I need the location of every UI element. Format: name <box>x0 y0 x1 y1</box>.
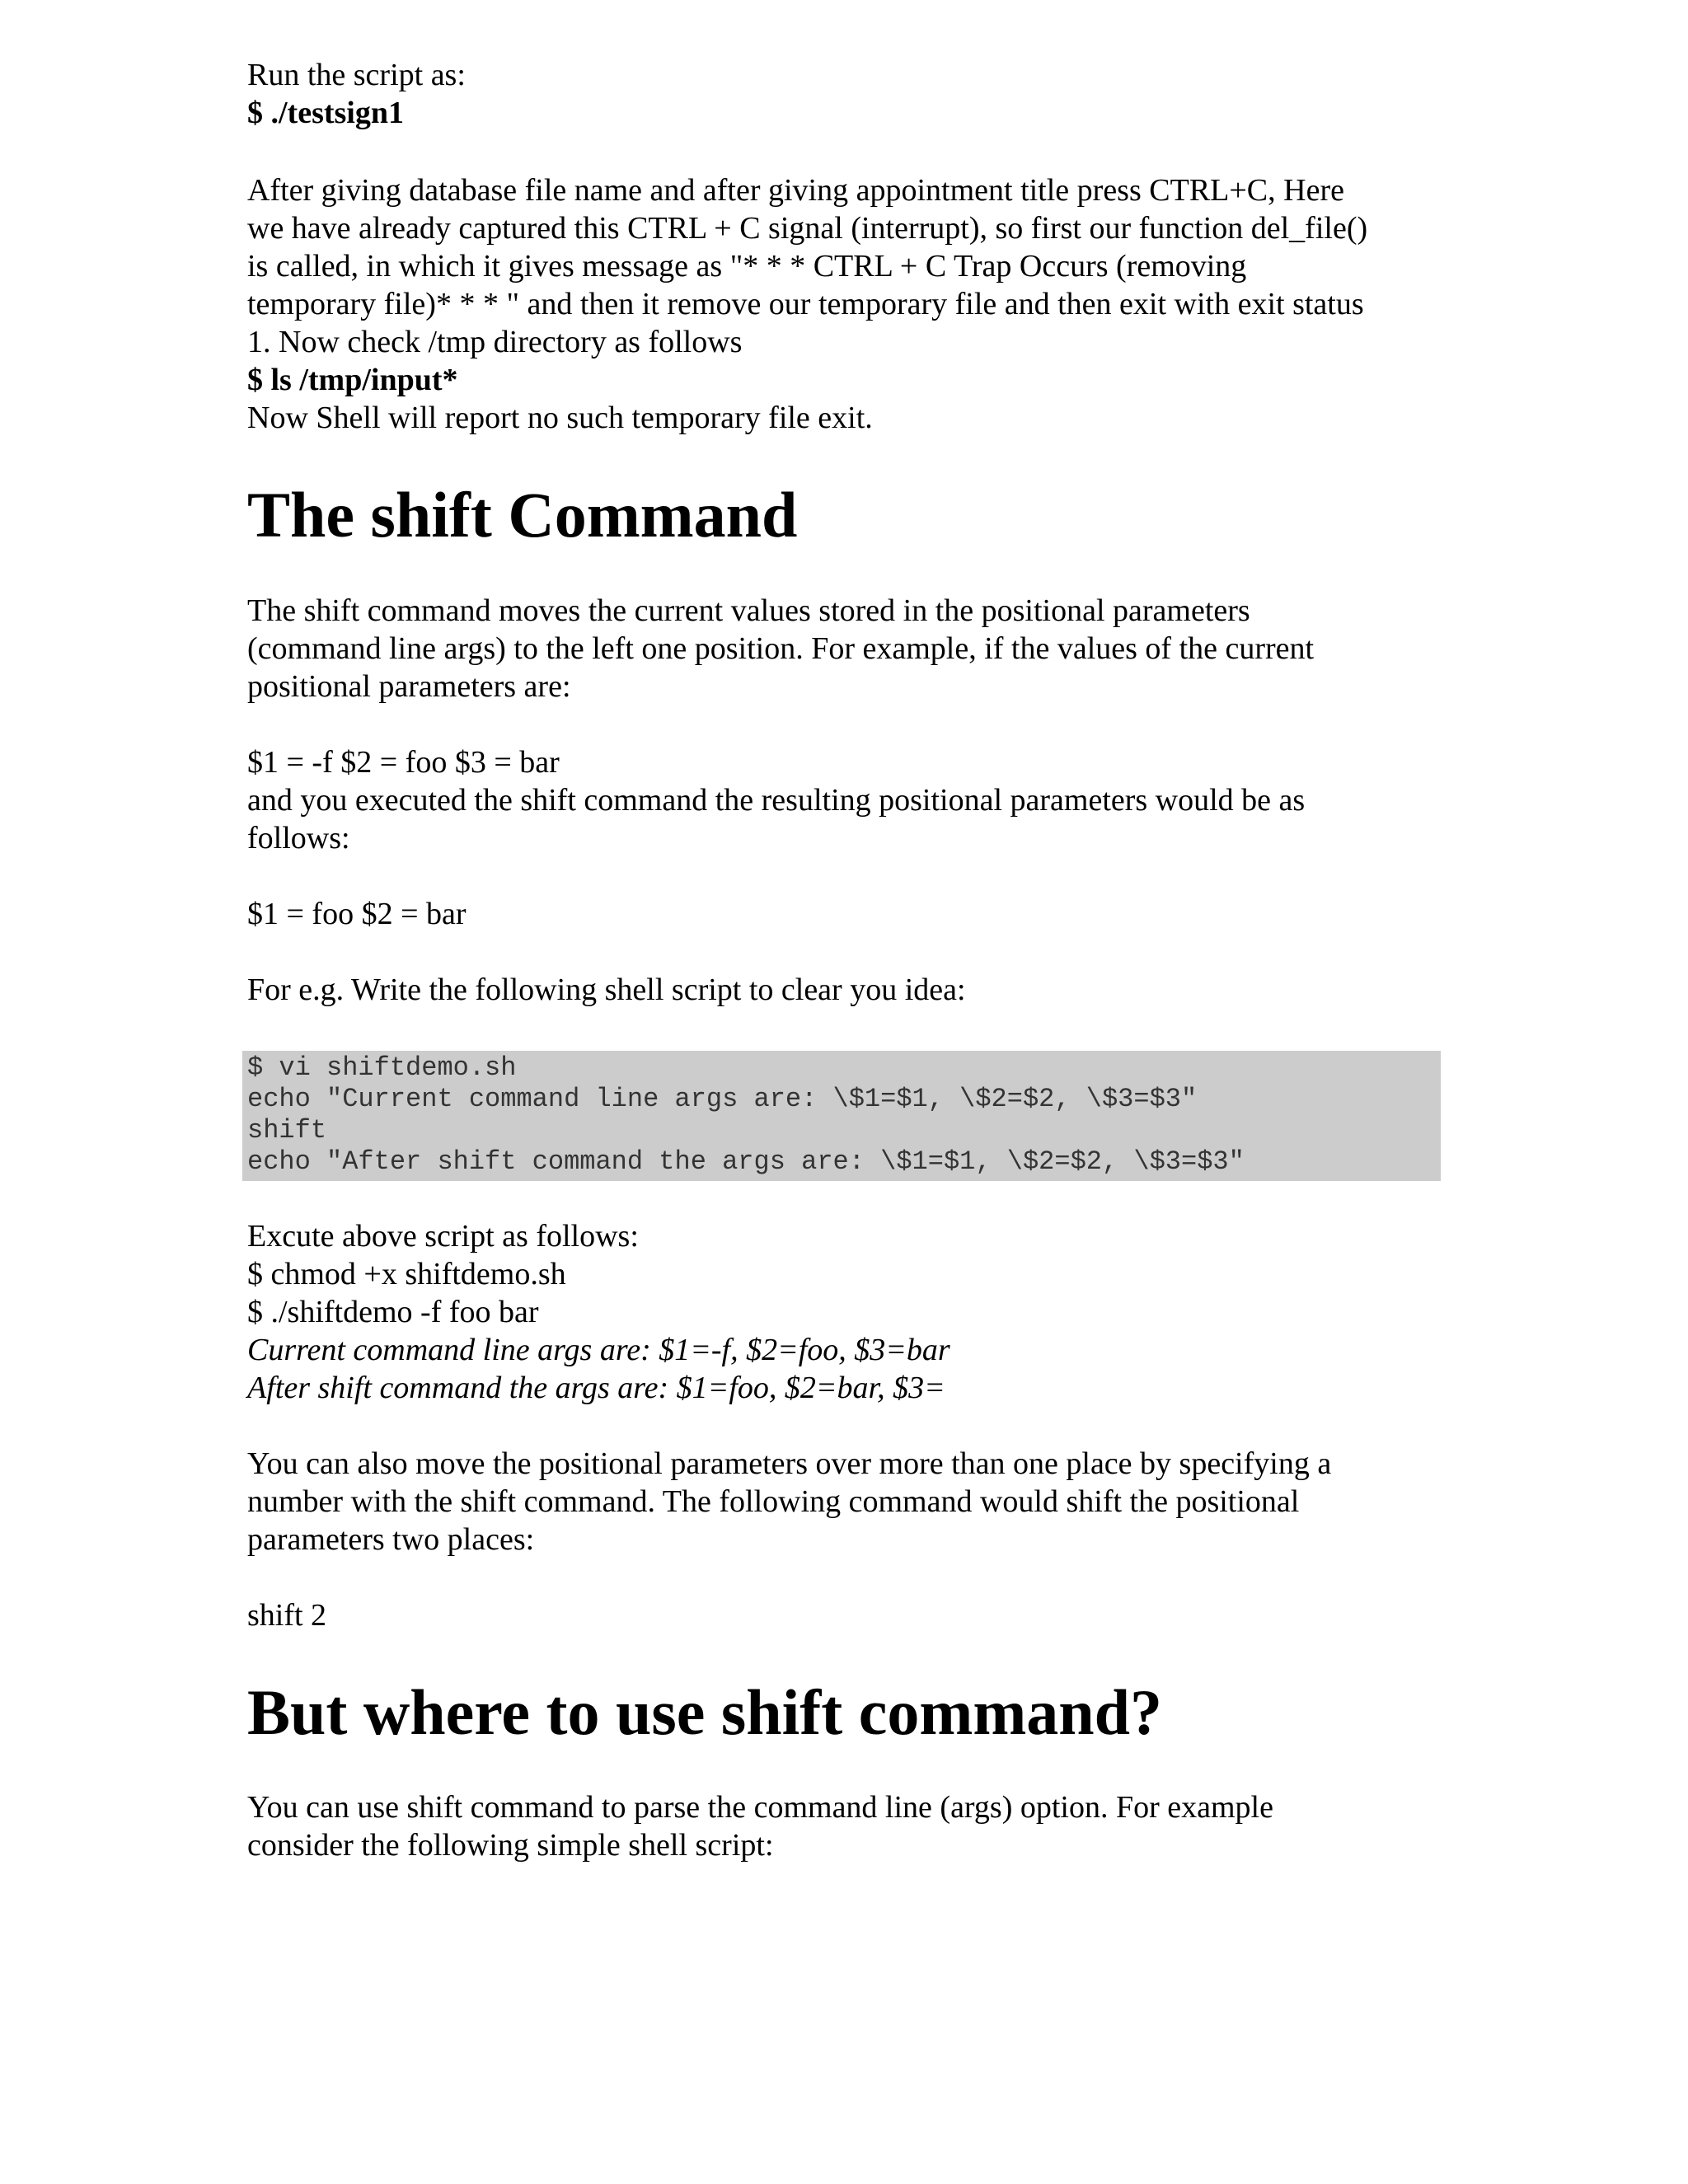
usage-paragraph-line: You can use shift command to parse the command line (args) option. For example <box>247 1790 1273 1825</box>
intro-paragraph-line: is called, in which it gives message as "* * * CTRL + C Trap Occurs (removing <box>247 249 1247 284</box>
shift-paragraph-line: The shift command moves the current values stored in the positional parameters <box>247 593 1250 628</box>
run-script-label: Run the script as: <box>247 58 466 92</box>
section-heading-where-to-use: But where to use shift command? <box>247 1676 1163 1748</box>
example-intro-line: For e.g. Write the following shell script to clear you idea: <box>247 972 966 1007</box>
shift-paragraph-line: number with the shift command. The following command would shift the positional <box>247 1484 1300 1519</box>
output-line: Current command line args are: $1=-f, $2=foo, $3=bar <box>247 1333 950 1367</box>
code-line: $ vi shiftdemo.sh <box>247 1052 517 1083</box>
shift-paragraph-line: (command line args) to the left one position. For example, if the values of the current <box>247 631 1315 666</box>
intro-paragraph-line: After giving database file name and after giving appointment title press CTRL+C, Here <box>247 173 1344 208</box>
code-line: shift <box>247 1115 327 1146</box>
output-line: After shift command the args are: $1=foo, $2=bar, $3= <box>247 1371 945 1405</box>
shift-paragraph-line: and you executed the shift command the resulting positional parameters would be as <box>247 783 1306 818</box>
ls-command: $ ls /tmp/input* <box>247 363 458 397</box>
shift-2-example: shift 2 <box>247 1598 327 1633</box>
run-shiftdemo-command: $ ./shiftdemo -f foo bar <box>247 1295 539 1329</box>
chmod-command: $ chmod +x shiftdemo.sh <box>247 1257 566 1291</box>
execute-label: Excute above script as follows: <box>247 1219 639 1254</box>
example-after-shift: $1 = foo $2 = bar <box>247 897 467 931</box>
shift-paragraph-line: You can also move the positional parameters over more than one place by specifying a <box>247 1446 1332 1481</box>
run-command: $ ./testsign1 <box>247 96 404 130</box>
shift-paragraph-line: parameters two places: <box>247 1522 535 1557</box>
intro-paragraph-line: 1. Now check /tmp directory as follows <box>247 325 743 359</box>
section-heading-shift-command: The shift Command <box>247 479 798 551</box>
usage-paragraph-line: consider the following simple shell script: <box>247 1828 774 1863</box>
report-line: Now Shell will report no such temporary file exit. <box>247 401 873 435</box>
intro-paragraph-line: we have already captured this CTRL + C signal (interrupt), so first our function del_file() <box>247 211 1368 246</box>
shift-paragraph-line: follows: <box>247 821 350 855</box>
code-line: echo "Current command line args are: \$1=$1, \$2=$2, \$3=$3" <box>247 1084 1198 1114</box>
example-before-shift: $1 = -f $2 = foo $3 = bar <box>247 745 560 780</box>
shift-paragraph-line: positional parameters are: <box>247 669 571 704</box>
code-line: echo "After shift command the args are: \$1=$1, \$2=$2, \$3=$3" <box>247 1146 1245 1177</box>
intro-paragraph-line: temporary file)* * * " and then it remove our temporary file and then exit with exit status <box>247 287 1364 321</box>
